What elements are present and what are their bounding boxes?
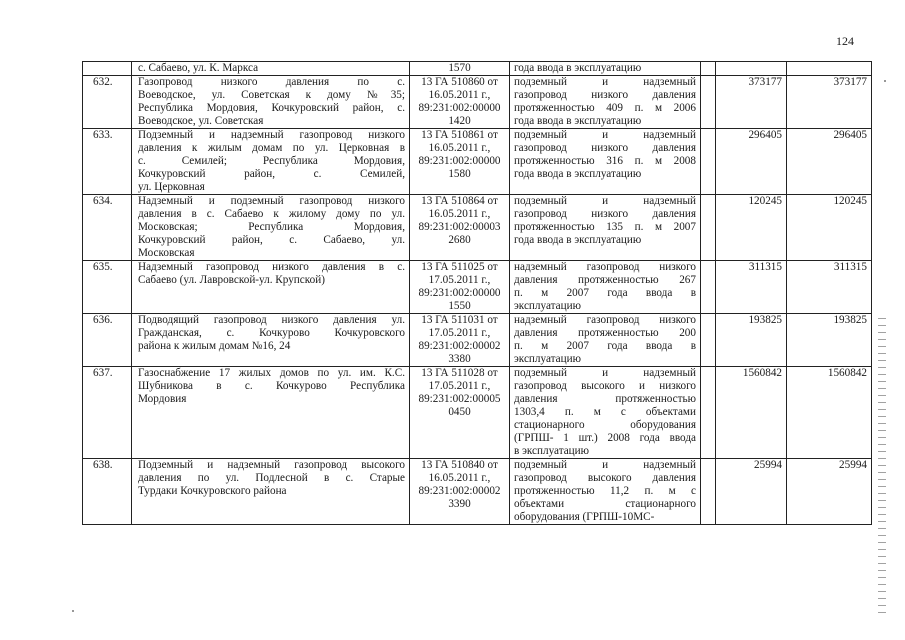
- desc-line: стационарного оборудования: [514, 419, 696, 431]
- name-line: Республика Мордовия, Кочкуровский район, с.: [138, 102, 405, 114]
- page-number: 124: [836, 34, 854, 48]
- desc-line: объектами стационарного: [514, 498, 696, 510]
- value-cell-2: [787, 195, 872, 261]
- value-cell-2: [787, 76, 872, 129]
- reg-line: 1580: [448, 168, 471, 180]
- desc-line: подземный и надземный: [514, 459, 696, 471]
- name-line: Гражданская, с. Кочкурово Кочкуровского: [138, 327, 405, 339]
- row-number-cell: [83, 367, 132, 459]
- value-cell-2: [787, 129, 872, 195]
- desc-line: протяженностью 135 п. м 2007: [514, 221, 696, 233]
- description-cell: [510, 76, 701, 129]
- value-2: 296405: [833, 129, 867, 141]
- row-number: 633.: [93, 129, 113, 141]
- value-cell-1: [716, 129, 787, 195]
- desc-line: года ввода в эксплуатацию: [514, 234, 642, 246]
- reg-line: 17.05.2011 г.,: [428, 380, 491, 392]
- table-row: [83, 459, 872, 525]
- scan-margin-noise: [878, 318, 886, 618]
- name-line: Кочкуровский район, с. Сабаево, ул.: [138, 234, 405, 246]
- value-1: 193825: [748, 314, 782, 326]
- scan-speck: [72, 610, 74, 612]
- row-number-cell: [83, 314, 132, 367]
- value-cell-2: [787, 367, 872, 459]
- desc-line: газопровод низкого давления: [514, 89, 696, 101]
- reg-line: 89:231:002:00005: [418, 393, 501, 405]
- desc-line: протяженностью 11,2 п. м с: [514, 485, 696, 497]
- reg-line: 1420: [448, 115, 471, 127]
- reg-line: 13 ГА 511031 от: [421, 314, 498, 326]
- name-line: с. Семилей; Республика Мордовия,: [138, 155, 405, 167]
- registration-cell: [410, 62, 510, 76]
- table-row-fragment: [83, 62, 872, 76]
- value-1: 120245: [748, 195, 782, 207]
- row-number-cell: [83, 62, 132, 76]
- row-number: 634.: [93, 195, 113, 207]
- reg-line: 16.05.2011 г.,: [428, 472, 491, 484]
- row-number-cell: [83, 261, 132, 314]
- object-name-cell: [132, 261, 410, 314]
- reg-line: 1550: [448, 300, 471, 312]
- reg-line: 3380: [448, 353, 471, 365]
- name-line: Сабаево (ул. Лавровской-ул. Крупской): [138, 274, 325, 286]
- spacer-cell: [701, 261, 716, 314]
- name-line: давления по ул. Подлесной в с. Старые: [138, 472, 405, 484]
- desc-line: (ГРПШ- 1 шт.) 2008 года ввода: [514, 432, 696, 444]
- reg-line: 89:231:002:00000: [418, 287, 501, 299]
- reg-line: 89:231:002:00002: [418, 340, 501, 352]
- reg-line: 89:231:002:00003: [418, 221, 501, 233]
- spacer-cell: [701, 76, 716, 129]
- reg-line: 13 ГА 511025 от: [421, 261, 498, 273]
- reg-line: 89:231:002:00000: [418, 102, 501, 114]
- desc-line: года ввода в эксплуатацию: [514, 115, 642, 127]
- table-row: [83, 129, 872, 195]
- object-name-cell: [132, 459, 410, 525]
- value-cell-1: [716, 459, 787, 525]
- object-name-cell: [132, 195, 410, 261]
- spacer-cell: [701, 62, 716, 76]
- name-line: давления в с. Сабаево к жилому дому по ул.: [138, 208, 405, 220]
- value-1: 296405: [748, 129, 782, 141]
- name-line: ул. Церковная: [138, 181, 205, 193]
- name-line: Подземный и надземный газопровод низкого: [138, 129, 405, 141]
- desc-line: в эксплуатацию: [514, 445, 590, 457]
- spacer-cell: [701, 367, 716, 459]
- reg-line: 2680: [448, 234, 471, 246]
- registration-cell: [410, 459, 510, 525]
- description-cell: [510, 261, 701, 314]
- reg-line: 13 ГА 510840 от: [421, 459, 498, 471]
- object-name-cell: [132, 314, 410, 367]
- reg-line: 3390: [448, 498, 471, 510]
- registration-cell: [410, 314, 510, 367]
- registration-line: 1570: [448, 62, 471, 74]
- desc-line: газопровод высокого и низкого: [514, 380, 696, 392]
- description-cell: [510, 195, 701, 261]
- desc-line: подземный и надземный: [514, 367, 696, 379]
- value-2: 1560842: [827, 367, 867, 379]
- name-line: Мордовия: [138, 393, 187, 405]
- reg-line: 13 ГА 510860 от: [421, 76, 498, 88]
- row-number-cell: [83, 129, 132, 195]
- registration-cell: [410, 367, 510, 459]
- registration-cell: [410, 195, 510, 261]
- value-2: 120245: [833, 195, 867, 207]
- row-number-cell: [83, 195, 132, 261]
- scan-speck: [884, 80, 886, 82]
- value-cell-1: [716, 62, 787, 76]
- desc-line: газопровод низкого давления: [514, 208, 696, 220]
- object-name-cell: [132, 76, 410, 129]
- value-1: 373177: [748, 76, 782, 88]
- object-name-cell: [132, 367, 410, 459]
- reg-line: 13 ГА 510864 от: [421, 195, 498, 207]
- spacer-cell: [701, 314, 716, 367]
- value-2: 373177: [833, 76, 867, 88]
- row-number: 632.: [93, 76, 113, 88]
- reg-line: 17.05.2011 г.,: [428, 327, 491, 339]
- description-cell: [510, 367, 701, 459]
- row-number: 637.: [93, 367, 113, 379]
- desc-line: эксплуатацию: [514, 353, 581, 365]
- description-cell: [510, 62, 701, 76]
- value-cell-2: [787, 62, 872, 76]
- reg-line: 0450: [448, 406, 471, 418]
- value-cell-1: [716, 195, 787, 261]
- reg-line: 13 ГА 511028 от: [421, 367, 498, 379]
- value-cell-2: [787, 261, 872, 314]
- reg-line: 17.05.2011 г.,: [428, 274, 491, 286]
- name-line: Воеводское, ул. Советская к дому №35;: [138, 89, 405, 101]
- object-name-cell: [132, 62, 410, 76]
- table-row: [83, 261, 872, 314]
- spacer-cell: [701, 195, 716, 261]
- registry-table: [82, 61, 872, 525]
- value-cell-2: [787, 314, 872, 367]
- desc-line: давления протяженностью: [514, 393, 696, 405]
- reg-line: 16.05.2011 г.,: [428, 208, 491, 220]
- value-1: 25994: [754, 459, 782, 471]
- value-1: 311315: [748, 261, 782, 273]
- desc-line: газопровод высокого давления: [514, 472, 696, 484]
- name-line: Московская: [138, 247, 195, 259]
- name-line: Газопровод низкого давления по с.: [138, 76, 405, 88]
- name-line: Турдаки Кочкуровского района: [138, 485, 287, 497]
- reg-line: 16.05.2011 г.,: [428, 89, 491, 101]
- value-cell-1: [716, 261, 787, 314]
- spacer-cell: [701, 459, 716, 525]
- value-cell-1: [716, 367, 787, 459]
- name-line: Газоснабжение 17 жилых домов по ул. им. К.С.: [138, 367, 405, 379]
- name-line: Московская; Республика Мордовия,: [138, 221, 405, 233]
- reg-line: 16.05.2011 г.,: [428, 142, 491, 154]
- name-line: Шубникова в с. Кочкурово Республика: [138, 380, 405, 392]
- reg-line: 89:231:002:00002: [418, 485, 501, 497]
- desc-line: давления протяженностью 200: [514, 327, 696, 339]
- name-line: Надземный газопровод низкого давления в с.: [138, 261, 405, 273]
- table-row: [83, 314, 872, 367]
- value-cell-1: [716, 76, 787, 129]
- description-cell: [510, 129, 701, 195]
- name-line: Воеводское, ул. Советская: [138, 115, 264, 127]
- desc-line: надземный газопровод низкого: [514, 314, 696, 326]
- desc-line: п. м 2007 года ввода в: [514, 340, 696, 352]
- object-name-line: с. Сабаево, ул. К. Маркса: [138, 62, 259, 74]
- desc-line: п. м 2007 года ввода в: [514, 287, 696, 299]
- description-line: года ввода в эксплуатацию: [514, 62, 642, 74]
- name-line: Подводящий газопровод низкого давления ул.: [138, 314, 405, 326]
- registration-cell: [410, 261, 510, 314]
- reg-line: 89:231:002:00000: [418, 155, 501, 167]
- desc-line: надземный газопровод низкого: [514, 261, 696, 273]
- desc-line: протяженностью 409 п. м 2006: [514, 102, 696, 114]
- desc-line: давления протяженностью 267: [514, 274, 696, 286]
- desc-line: протяженностью 316 п. м 2008: [514, 155, 696, 167]
- description-cell: [510, 314, 701, 367]
- name-line: давления к жилым домам по ул. Церковная в: [138, 142, 405, 154]
- table-row: [83, 367, 872, 459]
- registration-cell: [410, 129, 510, 195]
- value-2: 311315: [833, 261, 867, 273]
- spacer-cell: [701, 129, 716, 195]
- row-number: 636.: [93, 314, 113, 326]
- desc-line: подземный и надземный: [514, 76, 696, 88]
- value-cell-2: [787, 459, 872, 525]
- name-line: Надземный и подземный газопровод низкого: [138, 195, 405, 207]
- table-row: [83, 76, 872, 129]
- value-2: 25994: [839, 459, 867, 471]
- desc-line: подземный и надземный: [514, 195, 696, 207]
- desc-line: эксплуатацию: [514, 300, 581, 312]
- desc-line: года ввода в эксплуатацию: [514, 168, 642, 180]
- row-number: 635.: [93, 261, 113, 273]
- name-line: Подземный и надземный газопровод высокого: [138, 459, 405, 471]
- registration-cell: [410, 76, 510, 129]
- desc-line: 1303,4 п. м с объектами: [514, 406, 696, 418]
- row-number-cell: [83, 76, 132, 129]
- desc-line: газопровод низкого давления: [514, 142, 696, 154]
- description-cell: [510, 459, 701, 525]
- desc-line: оборудования (ГРПШ-10МС-: [514, 511, 655, 523]
- desc-line: подземный и надземный: [514, 129, 696, 141]
- row-number: 638.: [93, 459, 113, 471]
- row-number-cell: [83, 459, 132, 525]
- value-2: 193825: [833, 314, 867, 326]
- value-cell-1: [716, 314, 787, 367]
- name-line: района к жилым домам №16, 24: [138, 340, 291, 352]
- value-1: 1560842: [742, 367, 782, 379]
- reg-line: 13 ГА 510861 от: [421, 129, 498, 141]
- table-row: [83, 195, 872, 261]
- name-line: Кочкуровский район, с. Семилей,: [138, 168, 405, 180]
- object-name-cell: [132, 129, 410, 195]
